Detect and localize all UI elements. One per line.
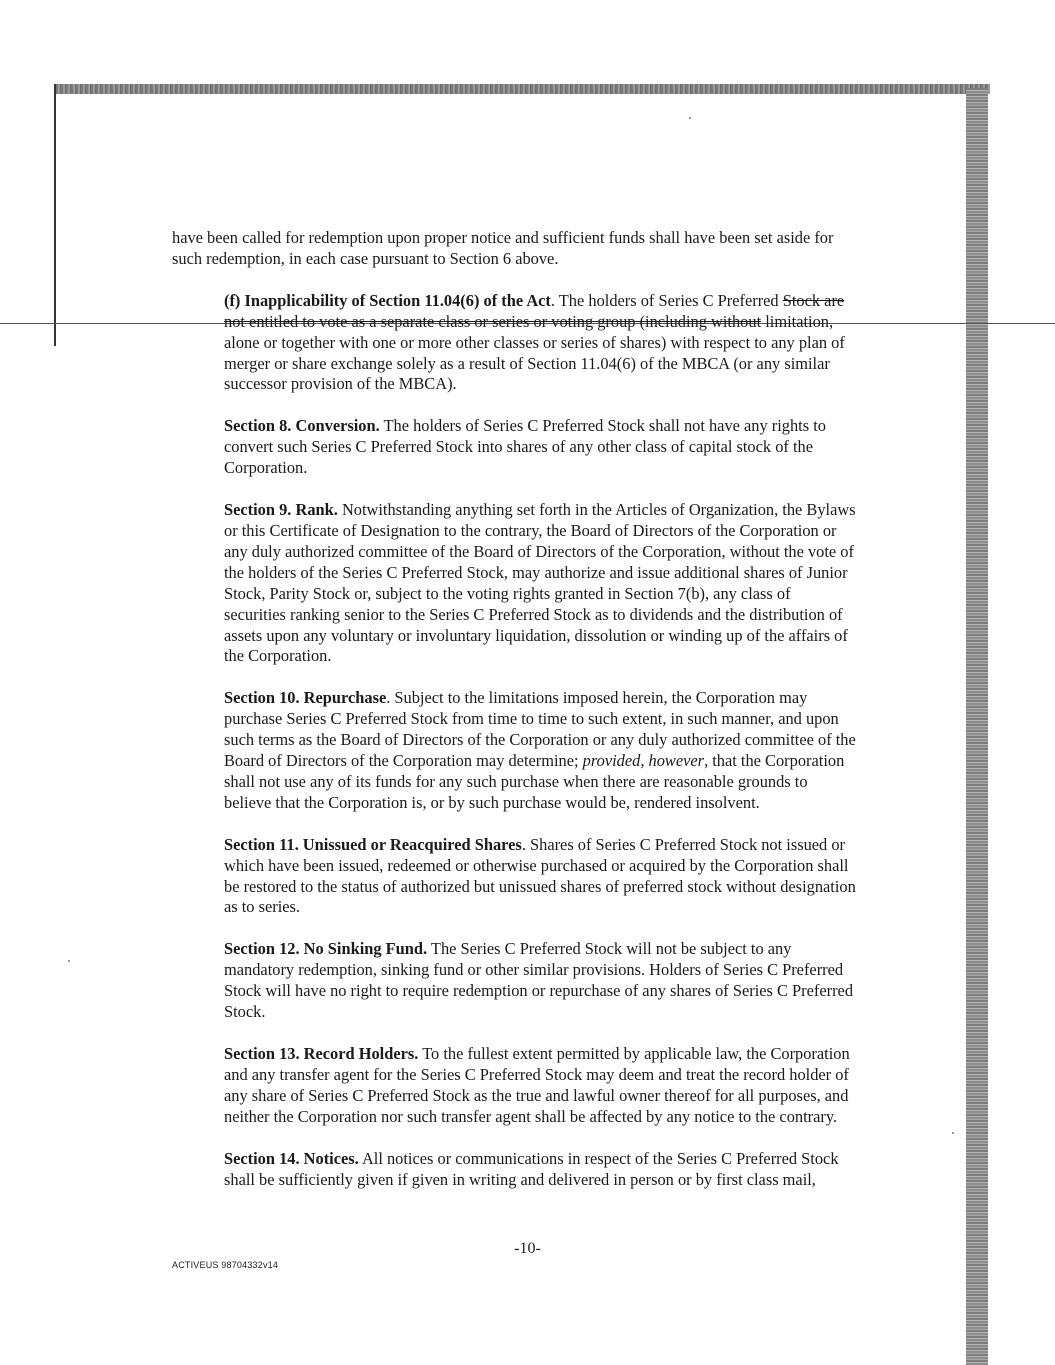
paragraph-redemption-continued: have been called for redemption upon proper notice and sufficient funds shall have been set aside for such redemption, in each case pursuant to Section 6 above. — [172, 228, 834, 268]
document-id: ACTIVEUS 98704332v14 — [172, 1260, 279, 1270]
paragraph-section-12-no-sinking-fund: Section 12. No Sinking Fund. The Series C Preferred Stock will not be subject to any mandatory redemption, sinking fund or other similar provisions. Holders of Series C Preferred Stock will have no right to require redemption or repurchase of any shares of Series C Preferred Stock. — [224, 939, 854, 1022]
paragraph-section-14-notices: Section 14. Notices. All notices or communications in respect of the Series C Preferred Stock shall be sufficiently given if given in writing and delivered in person or by first class mail, — [224, 1148, 839, 1189]
section-heading: Section 14. Notices. — [224, 1148, 359, 1168]
section-heading: Section 8. Conversion. — [224, 416, 380, 436]
document-body — [172, 228, 856, 1211]
italic-proviso: provided, however — [582, 751, 705, 771]
paragraph-section-11-unissued-shares: Section 11. Unissued or Reacquired Shares. Shares of Series C Preferred Stock not issued or which have been issued, redeemed or otherwise purchased or acquired by the Corporation shall be restored to the status of authorized but unissued shares of preferred stock without designation as to series. — [224, 834, 856, 917]
section-heading: Section 11. Unissued or Reacquired Shares — [224, 834, 522, 854]
scan-speck — [689, 117, 691, 119]
scan-frame-left — [54, 84, 56, 346]
scan-frame-right — [966, 88, 988, 1365]
paragraph-section-9-rank: Section 9. Rank. Notwithstanding anything set forth in the Articles of Organization, the Bylaws or this Certificate of Designation to the contrary, the Board of Directors of the Corporation or any duly authorized committee of the Board of Directors of the Corporation, without the vote of the holders of the Series C Preferred Stock, may authorize and issue additional shares of Junior Stock, Parity Stock or, subject to the voting rights granted in Section 7(b), any class of securities ranking senior to the Series C Preferred Stock as to dividends and the distribution of assets upon any voluntary or involuntary liquidation, dissolution or winding up of the affairs of the Corporation. — [224, 500, 856, 666]
section-heading: Section 13. Record Holders. — [224, 1044, 419, 1063]
scan-speck — [68, 960, 70, 962]
paragraph-section-8-conversion: Section 8. Conversion. The holders of Series C Preferred Stock shall not have any rights to convert such Series C Preferred Stock into shares of any other class of capital stock of the Corporation. — [224, 416, 826, 478]
page-number: -10- — [514, 1240, 541, 1257]
section-heading: (f) Inapplicability of Section 11.04(6) of the Act — [224, 290, 551, 310]
scan-frame-top — [56, 84, 990, 94]
paragraph-inapplicability: (f) Inapplicability of Section 11.04(6) of the Act. The holders of Series C Preferred Stock are not entitled to vote as a separate class or series or voting group (including without limitation, alone or together with one or more other classes or series of shares) with respect to any plan of merger or share exchange solely as a result of Section 11.04(6) of the MBCA (or any similar successor provision of the MBCA). — [224, 290, 845, 394]
section-heading: Section 12. No Sinking Fund. — [224, 939, 428, 959]
section-heading: Section 9. Rank. — [224, 500, 338, 520]
section-heading: Section 10. Repurchase — [224, 688, 387, 708]
paragraph-section-13-record-holders: Section 13. Record Holders. To the fullest extent permitted by applicable law, the Corporation and any transfer agent for the Series C Preferred Stock may deem and treat the record holder of any share of Series C Preferred Stock as the true and lawful owner thereof for all purposes, and neither the Corporation nor such transfer agent shall be affected by any notice to the contrary. — [224, 1044, 850, 1126]
struck-through-text: Stock are not entitled to vote as a separate class or series or voting group (including without — [224, 290, 845, 331]
paragraph-section-10-repurchase: Section 10. Repurchase. Subject to the limitations imposed herein, the Corporation may purchase Series C Preferred Stock from time to time to such extent, in such manner, and upon such terms as the Board of Directors of the Corporation or any duly authorized committee of the Board of Directors of the Corporation may determine; provided, however, that the Corporation shall not use any of its funds for any such purchase when there are reasonable grounds to believe that the Corporation is, or by such purchase would be, rendered insolvent. — [224, 688, 856, 812]
scan-speck — [952, 1132, 954, 1134]
